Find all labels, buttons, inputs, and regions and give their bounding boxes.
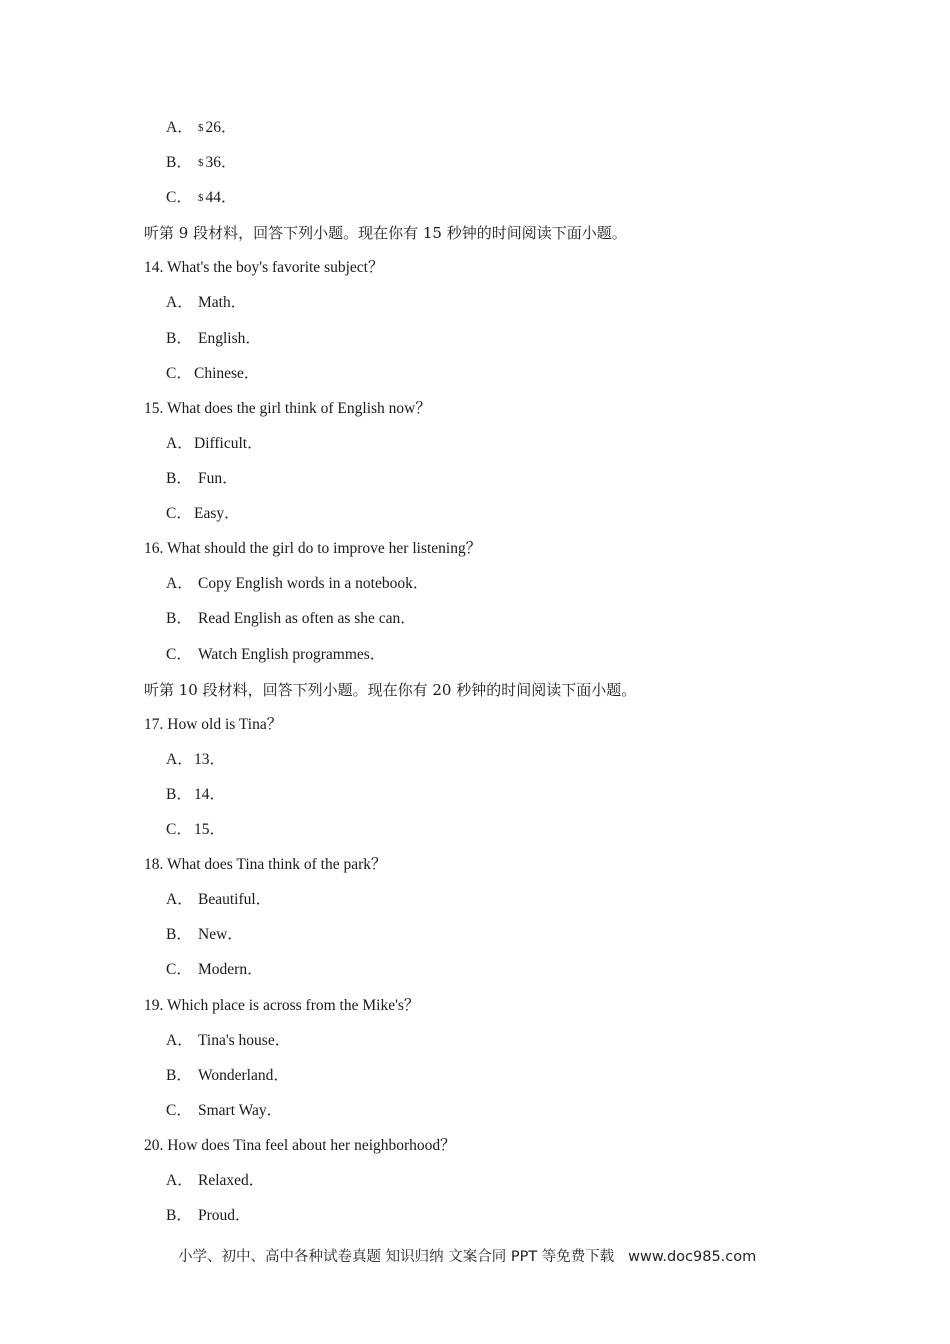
q19-option-b: B． Wonderland． bbox=[166, 1067, 289, 1084]
q17-option-a: A．13． bbox=[166, 751, 226, 768]
q15-option-c: C． Easy． bbox=[166, 505, 240, 522]
question-17: 17. How old is Tina？ bbox=[144, 716, 283, 733]
q16-option-a: A． Copy English words in a notebook． bbox=[166, 575, 429, 592]
q20-option-a: A． Relaxed． bbox=[166, 1172, 265, 1189]
page-footer: 小学、初中、高中各种试卷真题 知识归纳 文案合同 PPT 等免费下载 www.doc985.com bbox=[178, 1249, 757, 1265]
q15-option-b: B． Fun． bbox=[166, 470, 238, 487]
q18-option-a: A． Beautiful． bbox=[166, 891, 272, 908]
question-15: 15. What does the girl think of English now？ bbox=[144, 400, 431, 417]
question-18: 18. What does Tina think of the park？ bbox=[144, 856, 387, 873]
dollar-sign: $ bbox=[198, 192, 204, 204]
q17-option-c: C． 15． bbox=[166, 821, 226, 838]
section-9-instruction: 听第 9 段材料，回答下列小题。现在你有 15 秒钟的时间阅读下面小题。 bbox=[144, 224, 627, 242]
q14-option-c: C． Chinese． bbox=[166, 365, 260, 382]
q18-option-b: B． New． bbox=[166, 926, 243, 943]
q19-option-a: A． Tina's house． bbox=[166, 1032, 291, 1049]
dollar-sign: $ bbox=[198, 122, 204, 134]
q16-option-b: B． Read English as often as she can． bbox=[166, 610, 416, 627]
q15-option-a: A．Difficult． bbox=[166, 435, 263, 452]
q13-option-b: B． $ 36． bbox=[166, 154, 237, 171]
q14-option-b: B． English． bbox=[166, 330, 261, 347]
q13-option-a: A． $ 26． bbox=[166, 119, 237, 136]
question-19: 19. Which place is across from the Mike's？ bbox=[144, 997, 420, 1014]
q16-option-c: C． Watch English programmes． bbox=[166, 646, 386, 663]
question-14: 14. What's the boy's favorite subject？ bbox=[144, 259, 384, 276]
q18-option-c: C． Modern． bbox=[166, 961, 263, 978]
q19-option-c: C． Smart Way． bbox=[166, 1102, 283, 1119]
section-10-instruction: 听第 10 段材料，回答下列小题。现在你有 20 秒钟的时间阅读下面小题。 bbox=[144, 681, 637, 699]
dollar-sign: $ bbox=[198, 157, 204, 169]
q20-option-b: B． Proud． bbox=[166, 1207, 251, 1224]
question-20: 20. How does Tina feel about her neighborhood？ bbox=[144, 1137, 456, 1154]
q17-option-b: B． 14． bbox=[166, 786, 226, 803]
question-16: 16. What should the girl do to improve her listening？ bbox=[144, 540, 482, 557]
q14-option-a: A． Math． bbox=[166, 294, 247, 311]
q13-option-c: C． $ 44． bbox=[166, 189, 237, 206]
